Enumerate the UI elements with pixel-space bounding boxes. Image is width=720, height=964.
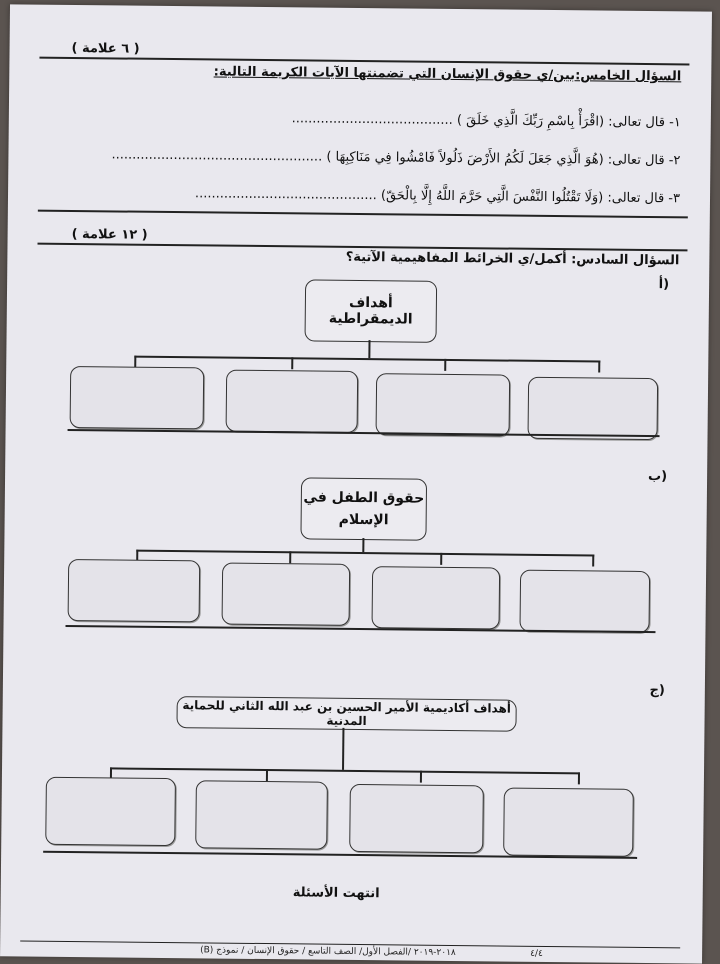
map-c-answer-box-4[interactable]	[503, 788, 634, 857]
footer-text: ٢٠١٨-٢٠١٩ /الفصل الأول/ الصف التاسع / حقوق الإنسان / نموذج (B)	[200, 945, 456, 959]
map-b-answer-box-4[interactable]	[519, 570, 650, 633]
map-c-answer-box-3[interactable]	[349, 784, 484, 853]
map-a-answer-box-3[interactable]	[376, 373, 511, 436]
map-c-answer-box-2[interactable]	[195, 780, 328, 849]
q6-marks: ( ١٢ علامة )	[71, 226, 148, 243]
map-c-bar	[110, 767, 580, 774]
map-c-label: ج)	[649, 683, 665, 699]
map-a-bar	[134, 356, 600, 363]
q5-title: السؤال الخامس:بين/ي حقوق الإنسان التي تضمنتها الآيات الكريمة التالية:	[213, 64, 682, 85]
map-a-stem	[368, 340, 370, 358]
map-c-answer-box-1[interactable]	[45, 777, 176, 846]
q5-item-3: ٣- قال تعالى: (وَلَا تَقْتُلُوا النَّفْسَ الَّتِي حَرَّمَ اللَّهُ إِلَّا بِالْحَقّ) ............................................	[194, 186, 681, 207]
map-c-header: أهداف أكاديمية الأمير الحسين بن عبد الله الثاني للحماية المدنية	[176, 696, 516, 732]
map-b-answer-box-2[interactable]	[222, 563, 351, 626]
top-divider	[39, 57, 689, 66]
map-b-header: حقوق الطفل في الإسلام	[300, 477, 427, 540]
exam-page	[0, 4, 712, 963]
q5-item-1: ١- قال تعالى: (اقْرَأْ بِاسْمِ رَبِّكَ الَّذِي خَلَقَ ) .......................................	[291, 111, 681, 131]
map-b-bar	[136, 550, 594, 557]
map-a-answer-box-1[interactable]	[70, 366, 205, 429]
map-b-answer-box-3[interactable]	[372, 566, 501, 629]
q5-item-2: ٢- قال تعالى: (هُوَ الَّذِي جَعَلَ لَكُمُ الأَرْضَ ذَلُولاً فَامْشُوا فِي مَنَاكِبِهَا ) ...................................................	[111, 147, 681, 169]
map-a-label: أ)	[658, 277, 670, 293]
map-c-stem	[342, 728, 344, 770]
map-b-answer-box-1[interactable]	[68, 559, 201, 622]
q6-title: السؤال السادس: أكمل/ي الخرائط المفاهيمية الآتية؟	[345, 249, 680, 269]
map-a-header: أهداف الديمقراطية	[305, 279, 438, 342]
section-divider	[38, 210, 688, 219]
page-number: ٤/٤	[530, 948, 543, 959]
map-b-stem	[362, 538, 364, 552]
end-text: انتهت الأسئلة	[292, 885, 380, 902]
q5-marks: ( ٦ علامة )	[71, 40, 140, 57]
map-a-answer-box-2[interactable]	[226, 370, 359, 433]
map-a-answer-box-4[interactable]	[527, 377, 658, 440]
map-b-label: ب)	[647, 469, 668, 485]
